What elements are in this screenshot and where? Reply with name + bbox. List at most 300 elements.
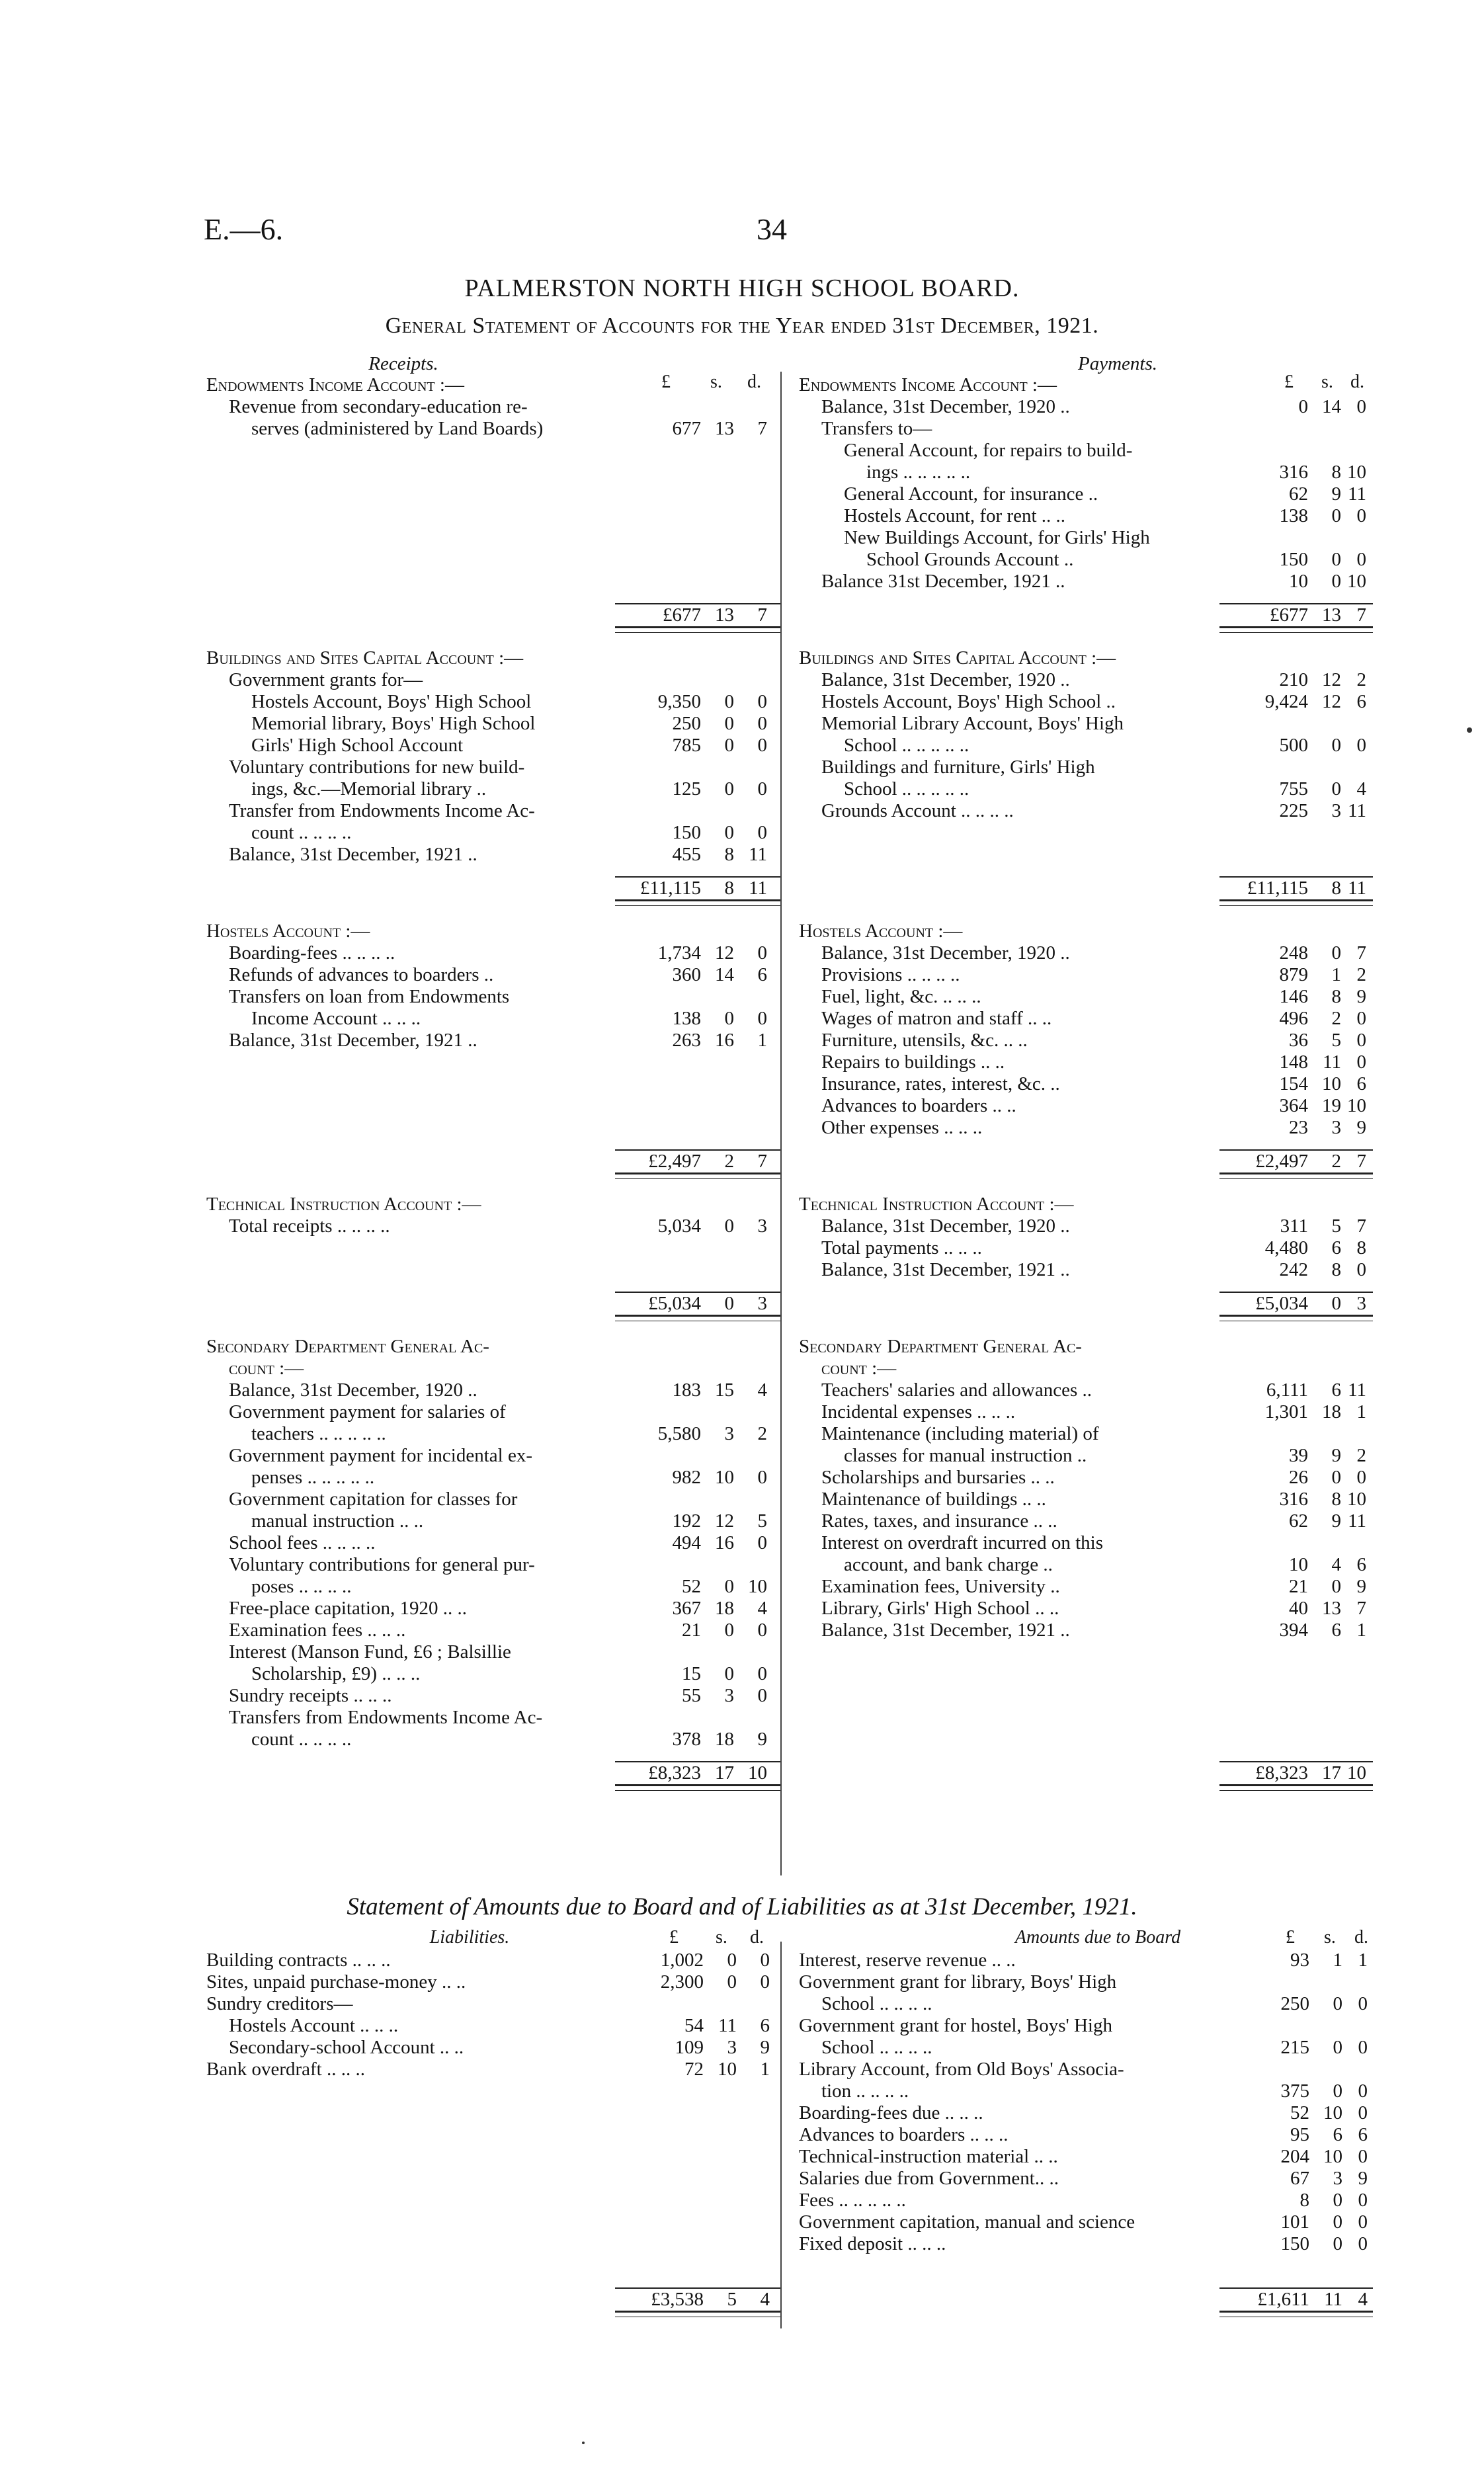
- ledger-row: [206, 942, 780, 964]
- blank-row: [799, 822, 1373, 844]
- pence-value: 6: [757, 964, 767, 985]
- total-row: [615, 1149, 780, 1172]
- row-label: count .. .. .. ..: [251, 1729, 352, 1750]
- pence-value: 7: [1356, 604, 1366, 626]
- shillings-value: 9: [1331, 483, 1341, 505]
- row-label: Technical Instruction Account :—: [799, 1194, 1074, 1215]
- shillings-value: 14: [1322, 396, 1341, 417]
- shillings-value: 0: [1331, 1293, 1341, 1314]
- ledger-row: [799, 1554, 1373, 1576]
- row-label: Hostels Account :—: [206, 921, 370, 942]
- row-label: ings, &c.—Memorial library ..: [251, 778, 487, 800]
- pounds-value: 192: [672, 1510, 701, 1532]
- spacer: [799, 1281, 1373, 1292]
- shillings-value: 0: [1333, 2211, 1342, 2233]
- blank-row: [799, 1663, 1373, 1685]
- ledger-row: [206, 713, 780, 735]
- shillings-value: 12: [1322, 669, 1341, 690]
- row-label: Examination fees .. .. ..: [229, 1620, 406, 1641]
- pence-value: 1: [1356, 1620, 1366, 1641]
- shillings-value: 12: [715, 1510, 734, 1532]
- pounds-value: 982: [672, 1467, 701, 1488]
- pence-unit: d.: [1354, 1927, 1368, 1948]
- pounds-value: 9,424: [1264, 691, 1308, 712]
- row-label: Balance, 31st December, 1921 ..: [229, 1030, 477, 1051]
- row-label: Provisions .. .. .. ..: [821, 964, 960, 985]
- pounds-value: 125: [672, 778, 701, 800]
- shillings-value: 1: [1331, 964, 1341, 985]
- pounds-value: 1,734: [657, 942, 701, 964]
- ledger-row: [206, 1030, 780, 1051]
- pence-value: 9: [757, 1729, 767, 1750]
- ledger-row: [799, 2190, 1373, 2211]
- shillings-value: 0: [727, 1971, 737, 1993]
- pounds-value: 21: [1289, 1576, 1308, 1597]
- pence-value: 6: [1358, 2124, 1368, 2145]
- pence-value: 0: [1356, 1030, 1366, 1051]
- row-label: Sundry receipts .. .. ..: [229, 1685, 392, 1706]
- shillings-value: 13: [1322, 1598, 1341, 1619]
- ledger-row: [799, 713, 1373, 735]
- ledger-row: [799, 571, 1373, 593]
- pounds-value: £5,034: [648, 1293, 701, 1314]
- row-label: Revenue from secondary-education re-: [229, 396, 528, 417]
- shillings-value: 0: [724, 1008, 734, 1029]
- pence-value: 10: [1347, 1095, 1366, 1116]
- ledger-row: [799, 800, 1373, 822]
- row-label: Scholarship, £9) .. .. ..: [251, 1663, 421, 1684]
- pence-value: 10: [748, 1762, 767, 1784]
- payments-section: [799, 1336, 1373, 1791]
- receipts-section: [206, 374, 780, 633]
- pence-value: 0: [1358, 2146, 1368, 2167]
- ledger-row: [206, 418, 780, 440]
- account-heading: [206, 647, 780, 669]
- pence-value: 0: [757, 778, 767, 800]
- receipts-section: [206, 1194, 780, 1321]
- row-label: penses .. .. .. .. ..: [251, 1467, 375, 1488]
- pence-value: 6: [1356, 691, 1366, 712]
- shillings-unit: s.: [1324, 1927, 1336, 1948]
- ledger-row: [206, 1554, 780, 1576]
- shillings-value: 0: [724, 822, 734, 843]
- row-label: Buildings and furniture, Girls' High: [821, 757, 1095, 778]
- blank-row: [799, 1685, 1373, 1707]
- ledger-row: [799, 1489, 1373, 1510]
- row-label: Income Account .. .. ..: [251, 1008, 421, 1029]
- pounds-value: 148: [1279, 1051, 1308, 1073]
- ledger-row: [206, 1620, 780, 1641]
- shillings-value: 3: [724, 1423, 734, 1444]
- pence-value: 0: [1358, 2037, 1368, 2058]
- blank-row: [799, 2255, 1373, 2277]
- row-label: ings .. .. .. .. ..: [866, 462, 971, 483]
- payments-section: [799, 921, 1373, 1179]
- shillings-value: 6: [1331, 1379, 1341, 1401]
- shillings-value: 6: [1331, 1620, 1341, 1641]
- pounds-value: 67: [1290, 2168, 1309, 2189]
- pence-value: 11: [749, 878, 767, 899]
- ledger-row: [206, 1663, 780, 1685]
- shillings-value: 11: [718, 2015, 737, 2036]
- ledger-row: [206, 822, 780, 844]
- pounds-value: 263: [672, 1030, 701, 1051]
- ledger-row: [799, 440, 1373, 462]
- ledger-row: [799, 462, 1373, 483]
- pence-value: 0: [757, 735, 767, 756]
- pounds-value: 62: [1289, 483, 1308, 505]
- row-label: Transfers to—: [821, 418, 932, 439]
- blank-row: [206, 549, 780, 571]
- ledger-row: [799, 1598, 1373, 1620]
- shillings-value: 16: [715, 1030, 734, 1051]
- blank-row: [206, 2102, 780, 2124]
- shillings-value: 13: [1322, 604, 1341, 626]
- row-label: Balance, 31st December, 1921 ..: [229, 844, 477, 865]
- pounds-value: 146: [1279, 986, 1308, 1007]
- row-label: count :—: [821, 1358, 897, 1379]
- blank-row: [206, 1073, 780, 1095]
- row-label: Building contracts .. .. ..: [206, 1950, 391, 1971]
- row-label: tion .. .. .. ..: [821, 2080, 909, 2102]
- row-label: Technical-instruction material .. ..: [799, 2146, 1058, 2167]
- total-row: [1219, 1149, 1373, 1172]
- pence-value: 3: [757, 1293, 767, 1314]
- ledger-row: [206, 2037, 780, 2059]
- pence-value: 3: [1356, 1293, 1366, 1314]
- shillings-value: 0: [1331, 571, 1341, 592]
- pounds-value: 154: [1279, 1073, 1308, 1094]
- shillings-value: 0: [724, 1293, 734, 1314]
- row-label: Government capitation for classes for: [229, 1489, 518, 1510]
- row-label: Furniture, utensils, &c. .. ..: [821, 1030, 1028, 1051]
- pounds-value: £677: [1270, 604, 1308, 626]
- ledger-row: [206, 1379, 780, 1401]
- pence-unit: d.: [747, 372, 761, 392]
- pounds-value: 40: [1289, 1598, 1308, 1619]
- row-label: count .. .. .. ..: [251, 822, 352, 843]
- pounds-unit: £: [661, 372, 671, 392]
- row-label: Balance 31st December, 1921 ..: [821, 571, 1065, 592]
- ledger-row: [206, 1641, 780, 1663]
- row-label: Transfer from Endowments Income Ac-: [229, 800, 535, 821]
- payments-section: [799, 1194, 1373, 1321]
- pence-value: 0: [1358, 2190, 1368, 2211]
- spacer: [799, 866, 1373, 876]
- row-label: Hostels Account .. .. ..: [229, 2015, 399, 2036]
- pence-value: 9: [1356, 1576, 1366, 1597]
- pence-value: 0: [1358, 2080, 1368, 2102]
- pence-value: 6: [1356, 1073, 1366, 1094]
- row-label: Wages of matron and staff .. ..: [821, 1008, 1052, 1029]
- row-label: serves (administered by Land Boards): [251, 418, 544, 439]
- account-heading: [799, 1194, 1373, 1215]
- shillings-value: 3: [1331, 800, 1341, 821]
- double-rule: [1219, 1315, 1373, 1321]
- pence-value: 7: [1356, 1151, 1366, 1172]
- ledger-row: [206, 1401, 780, 1423]
- shillings-value: 0: [1333, 2037, 1342, 2058]
- spacer: [206, 1139, 780, 1149]
- pounds-value: 95: [1290, 2124, 1309, 2145]
- pence-value: 11: [1348, 800, 1366, 821]
- row-label: Maintenance (including material) of: [821, 1423, 1099, 1444]
- ledger-row: [799, 1993, 1373, 2015]
- ledger-row: [799, 1620, 1373, 1641]
- pence-value: 0: [757, 1532, 767, 1553]
- blank-row: [206, 462, 780, 483]
- double-rule: [615, 626, 780, 633]
- pounds-value: £677: [663, 604, 701, 626]
- ledger-row: [799, 418, 1373, 440]
- liabilities-unit-header: [206, 1927, 780, 1949]
- row-label: Balance, 31st December, 1920 ..: [821, 1215, 1070, 1237]
- row-label: Library Account, from Old Boys' Associa-: [799, 2059, 1124, 2080]
- pounds-value: £5,034: [1255, 1293, 1308, 1314]
- shillings-value: 0: [724, 778, 734, 800]
- shillings-value: 0: [724, 1576, 734, 1597]
- pence-value: 0: [757, 1620, 767, 1641]
- pounds-value: 183: [672, 1379, 701, 1401]
- row-label: Secondary-school Account .. ..: [229, 2037, 464, 2058]
- row-label: Hostels Account, Boys' High School: [251, 691, 532, 712]
- ledger-row: [206, 1950, 780, 1971]
- pounds-value: 496: [1279, 1008, 1308, 1029]
- ledger-row: [206, 669, 780, 691]
- blank-row: [206, 2255, 780, 2277]
- ledger-row: [799, 1401, 1373, 1423]
- shillings-value: 9: [1331, 1445, 1341, 1466]
- row-label: count :—: [229, 1358, 304, 1379]
- page-title: PALMERSTON NORTH HIGH SCHOOL BOARD.: [464, 274, 1020, 302]
- pounds-value: 6,111: [1266, 1379, 1308, 1401]
- pence-value: 4: [757, 1379, 767, 1401]
- row-label: Grounds Account .. .. .. ..: [821, 800, 1014, 821]
- pence-value: 6: [1356, 1554, 1366, 1575]
- shillings-value: 8: [1331, 986, 1341, 1007]
- ledger-row: [206, 1532, 780, 1554]
- ledger-row: [206, 691, 780, 713]
- row-label: Advances to boarders .. .. ..: [799, 2124, 1009, 2145]
- row-label: Repairs to buildings .. ..: [821, 1051, 1005, 1073]
- total-row: [615, 876, 780, 899]
- shillings-value: 10: [1322, 1073, 1341, 1094]
- pence-value: 0: [1356, 1259, 1366, 1280]
- shillings-value: 14: [715, 964, 734, 985]
- row-label: School .. .. .. ..: [821, 1993, 932, 2014]
- blank-row: [206, 2080, 780, 2102]
- pounds-value: 500: [1279, 735, 1308, 756]
- row-label: New Buildings Account, for Girls' High: [844, 527, 1150, 548]
- ledger-row: [206, 1576, 780, 1598]
- liabilities-column: [206, 1950, 780, 2332]
- row-label: Incidental expenses .. .. ..: [821, 1401, 1016, 1422]
- pounds-value: 109: [675, 2037, 704, 2058]
- shillings-value: 0: [724, 1663, 734, 1684]
- scan-speck: [582, 2442, 585, 2444]
- pounds-value: 54: [684, 2015, 704, 2036]
- pounds-value: 364: [1279, 1095, 1308, 1116]
- receipts-section: [206, 647, 780, 906]
- shillings-value: 0: [1331, 778, 1341, 800]
- payments-section: [799, 374, 1373, 633]
- shillings-value: 5: [1331, 1030, 1341, 1051]
- pence-value: 1: [1356, 1401, 1366, 1422]
- pounds-value: 26: [1289, 1467, 1308, 1488]
- shillings-value: 6: [1333, 2124, 1342, 2145]
- pence-value: 1: [757, 1030, 767, 1051]
- pence-value: 10: [1347, 1489, 1366, 1510]
- row-label: Salaries due from Government.. ..: [799, 2168, 1059, 2189]
- row-label: Fuel, light, &c. .. .. ..: [821, 986, 981, 1007]
- pounds-unit: £: [669, 1927, 679, 1948]
- shillings-value: 15: [715, 1379, 734, 1401]
- pence-value: 0: [1358, 1993, 1368, 2014]
- shillings-value: 8: [1331, 878, 1341, 899]
- pence-value: 8: [1356, 1237, 1366, 1258]
- row-label: Hostels Account :—: [799, 921, 963, 942]
- total-row: [1219, 876, 1373, 899]
- pounds-value: £2,497: [1255, 1151, 1308, 1172]
- row-label: manual instruction .. ..: [251, 1510, 424, 1532]
- shillings-value: 10: [1323, 2102, 1342, 2123]
- double-rule: [1219, 1172, 1373, 1179]
- shillings-unit: s.: [710, 372, 722, 392]
- pence-value: 4: [1358, 2289, 1368, 2310]
- pence-value: 0: [760, 1950, 770, 1971]
- pounds-value: 1,002: [660, 1950, 704, 1971]
- pence-value: 0: [757, 1008, 767, 1029]
- blank-row: [206, 440, 780, 462]
- row-label: Fees .. .. .. .. ..: [799, 2190, 906, 2211]
- row-label: Insurance, rates, interest, &c. ..: [821, 1073, 1060, 1094]
- ledger-row: [799, 2124, 1373, 2146]
- pounds-value: 204: [1280, 2146, 1309, 2167]
- shillings-value: 3: [724, 1685, 734, 1706]
- row-label: Boarding-fees due .. .. ..: [799, 2102, 983, 2123]
- spacer: [206, 593, 780, 603]
- spacer: [799, 2277, 1373, 2287]
- pence-value: 0: [1358, 2211, 1368, 2233]
- shillings-value: 12: [715, 942, 734, 964]
- shillings-value: 0: [724, 1620, 734, 1641]
- pence-value: 0: [757, 822, 767, 843]
- blank-row: [206, 1051, 780, 1073]
- pounds-value: 10: [1289, 571, 1308, 592]
- total-row: [615, 603, 780, 626]
- pence-value: 11: [1348, 878, 1366, 899]
- pence-unit: d.: [750, 1927, 764, 1948]
- pence-value: 0: [1356, 549, 1366, 570]
- row-label: Balance, 31st December, 1921 ..: [821, 1259, 1070, 1280]
- ledger-row: [206, 800, 780, 822]
- pounds-value: £8,323: [1255, 1762, 1308, 1784]
- blank-row: [206, 527, 780, 549]
- total-row: [615, 1761, 780, 1784]
- account-heading: [206, 1194, 780, 1215]
- pence-value: 0: [1356, 1008, 1366, 1029]
- row-label: Transfers on loan from Endowments: [229, 986, 510, 1007]
- blank-row: [206, 1095, 780, 1117]
- shillings-value: 0: [1331, 942, 1341, 964]
- account-heading: [206, 1336, 780, 1358]
- ledger-row: [206, 1215, 780, 1237]
- shillings-value: 13: [715, 418, 734, 439]
- shillings-value: 17: [715, 1762, 734, 1784]
- pounds-value: 52: [1290, 2102, 1309, 2123]
- ledger-row: [206, 1729, 780, 1750]
- blank-row: [206, 1117, 780, 1139]
- shillings-value: 18: [1322, 1401, 1341, 1422]
- pence-value: 11: [1348, 1379, 1366, 1401]
- shillings-value: 4: [1331, 1554, 1341, 1575]
- pounds-value: 1,301: [1264, 1401, 1308, 1422]
- receipts-heading: Receipts.: [368, 353, 438, 374]
- ledger-row: [799, 527, 1373, 549]
- row-label: Bank overdraft .. .. ..: [206, 2059, 365, 2080]
- ledger-row: [206, 986, 780, 1008]
- pounds-value: 455: [672, 844, 701, 865]
- shillings-value: 5: [727, 2289, 737, 2310]
- pounds-value: 62: [1289, 1510, 1308, 1532]
- ledger-row: [799, 2211, 1373, 2233]
- pence-unit: d.: [1350, 372, 1364, 392]
- pounds-value: 755: [1279, 778, 1308, 800]
- pence-value: 10: [1347, 571, 1366, 592]
- shillings-value: 10: [1323, 2146, 1342, 2167]
- pounds-value: 8: [1299, 2190, 1309, 2211]
- pence-value: 0: [1356, 1051, 1366, 1073]
- row-label: Advances to boarders .. ..: [821, 1095, 1016, 1116]
- pounds-value: 494: [672, 1532, 701, 1553]
- pence-value: 7: [1356, 1215, 1366, 1237]
- ledger-row: [206, 1993, 780, 2015]
- pence-value: 10: [1347, 1762, 1366, 1784]
- pounds-value: 21: [682, 1620, 701, 1641]
- ledger-row: [799, 942, 1373, 964]
- ledger-row: [206, 778, 780, 800]
- total-row: [1219, 603, 1373, 626]
- row-label: Buildings and Sites Capital Account :—: [206, 647, 524, 669]
- liabilities-heading: Liabilities.: [429, 1927, 510, 1948]
- receipts-column: [206, 374, 780, 1805]
- pence-value: 10: [1347, 462, 1366, 483]
- spacer: [799, 1750, 1373, 1761]
- row-label: Endowments Income Account :—: [206, 374, 464, 395]
- shillings-value: 0: [724, 1215, 734, 1237]
- ledger-row: [799, 669, 1373, 691]
- ledger-row: [799, 1510, 1373, 1532]
- pence-value: 0: [757, 942, 767, 964]
- ledger-row: [799, 1051, 1373, 1073]
- pence-value: 6: [760, 2015, 770, 2036]
- double-rule: [615, 1172, 780, 1179]
- shillings-value: 0: [1331, 735, 1341, 756]
- ledger-row: [799, 2102, 1373, 2124]
- shillings-value: 9: [1331, 1510, 1341, 1532]
- row-label: Sites, unpaid purchase-money .. ..: [206, 1971, 466, 1993]
- row-label: School fees .. .. .. ..: [229, 1532, 376, 1553]
- row-label: Secondary Department General Ac-: [799, 1336, 1082, 1357]
- shillings-value: 2: [1331, 1151, 1341, 1172]
- pounds-value: 316: [1279, 462, 1308, 483]
- pence-value: 7: [757, 1151, 767, 1172]
- pence-value: 5: [757, 1510, 767, 1532]
- pounds-value: 316: [1279, 1489, 1308, 1510]
- shillings-value: 0: [1333, 2080, 1342, 2102]
- row-label: Government capitation, manual and science: [799, 2211, 1135, 2233]
- page-subtitle: General Statement of Accounts for the Year ended 31st December, 1921.: [385, 313, 1099, 338]
